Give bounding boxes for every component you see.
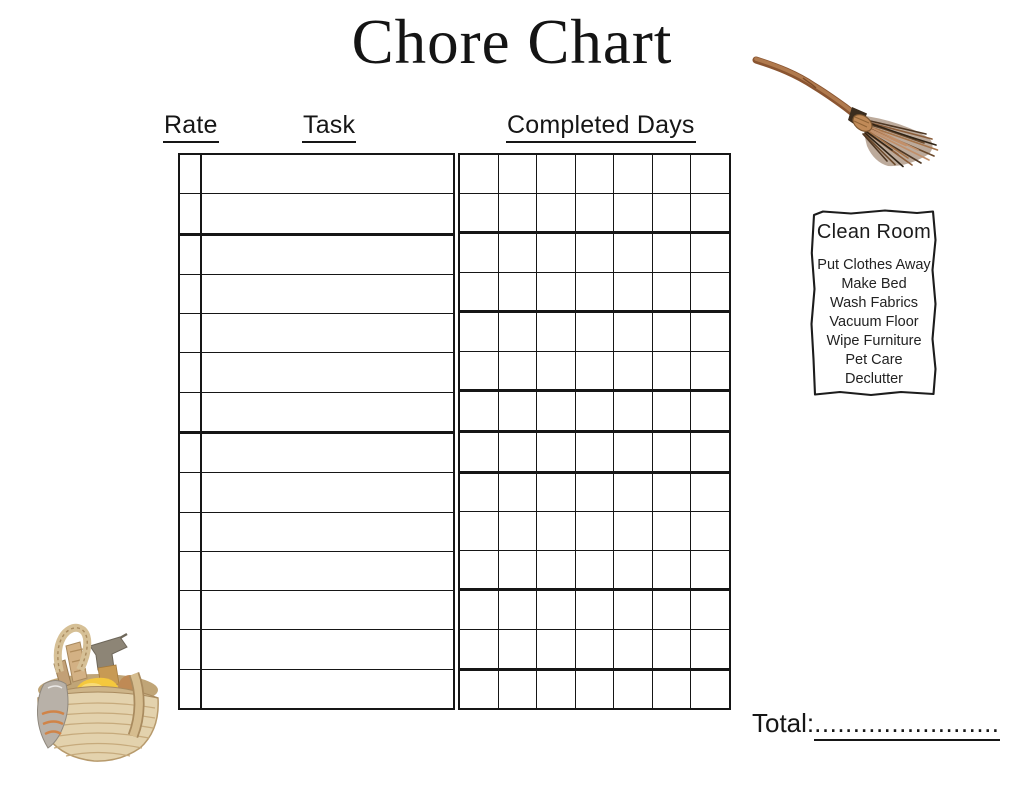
day-cell[interactable] [576, 273, 615, 311]
day-cell[interactable] [499, 313, 538, 351]
clean-room-item: Pet Care [845, 352, 903, 368]
day-cell[interactable] [653, 591, 692, 629]
task-row [180, 314, 453, 353]
day-cell[interactable] [653, 512, 692, 550]
day-cell[interactable] [614, 194, 653, 232]
clean-room-box [809, 208, 939, 398]
day-cell[interactable] [460, 433, 499, 471]
task-cell[interactable] [202, 275, 453, 313]
day-cell[interactable] [653, 671, 692, 709]
day-cell[interactable] [537, 234, 576, 272]
clean-room-item: Wash Fabrics [829, 295, 919, 311]
day-cell[interactable] [653, 234, 692, 272]
task-cell[interactable] [202, 236, 453, 274]
day-cell[interactable] [537, 155, 576, 193]
day-cell[interactable] [499, 512, 538, 550]
total-fill-in-line[interactable]: ........................ [814, 708, 999, 741]
day-cell[interactable] [576, 512, 615, 550]
day-cell[interactable] [691, 234, 729, 272]
day-cell[interactable] [460, 352, 499, 390]
rate-cell[interactable] [180, 155, 202, 193]
day-cell[interactable] [691, 671, 729, 709]
day-cell[interactable] [460, 630, 499, 668]
task-row [180, 513, 453, 552]
task-row [180, 236, 453, 275]
day-cell[interactable] [460, 155, 499, 193]
rate-cell[interactable] [180, 513, 202, 551]
day-cell[interactable] [576, 591, 615, 629]
task-row [180, 473, 453, 512]
task-cell[interactable] [202, 513, 453, 551]
days-row [460, 630, 729, 671]
day-cell[interactable] [691, 591, 729, 629]
day-cell[interactable] [537, 273, 576, 311]
task-cell[interactable] [202, 591, 453, 629]
day-cell[interactable] [537, 392, 576, 430]
task-row [180, 393, 453, 434]
day-cell[interactable] [653, 352, 692, 390]
clean-room-item: Vacuum Floor [829, 314, 919, 330]
task-row [180, 434, 453, 473]
day-cell[interactable] [614, 512, 653, 550]
task-cell[interactable] [202, 473, 453, 511]
day-cell[interactable] [691, 551, 729, 589]
task-cell[interactable] [202, 194, 453, 232]
days-row [460, 155, 729, 194]
page-title: Chore Chart [351, 7, 673, 77]
day-cell[interactable] [499, 155, 538, 193]
day-cell[interactable] [460, 551, 499, 589]
clean-room-list [809, 256, 939, 389]
day-cell[interactable] [691, 392, 729, 430]
day-cell[interactable] [499, 392, 538, 430]
day-cell[interactable] [537, 512, 576, 550]
day-cell[interactable] [614, 671, 653, 709]
day-cell[interactable] [460, 392, 499, 430]
day-cell[interactable] [614, 234, 653, 272]
day-cell[interactable] [691, 194, 729, 232]
clean-room-item: Make Bed [841, 276, 907, 292]
day-cell[interactable] [576, 474, 615, 512]
day-cell[interactable] [499, 630, 538, 668]
clean-room-item: Wipe Furniture [826, 333, 922, 349]
days-row [460, 234, 729, 273]
clean-room-item: Declutter [844, 371, 904, 387]
day-cell[interactable] [499, 194, 538, 232]
task-column-header: Task [302, 111, 356, 143]
days-row [460, 194, 729, 235]
day-cell[interactable] [499, 474, 538, 512]
day-cell[interactable] [460, 273, 499, 311]
task-row [180, 630, 453, 669]
day-cell[interactable] [653, 474, 692, 512]
rate-cell[interactable] [180, 194, 202, 232]
day-cell[interactable] [537, 591, 576, 629]
day-cell[interactable] [576, 551, 615, 589]
task-row [180, 275, 453, 314]
task-row [180, 670, 453, 708]
day-cell[interactable] [537, 313, 576, 351]
day-cell[interactable] [499, 591, 538, 629]
day-cell[interactable] [499, 234, 538, 272]
task-cell[interactable] [202, 434, 453, 472]
day-cell[interactable] [653, 155, 692, 193]
day-cell[interactable] [537, 671, 576, 709]
days-row [460, 512, 729, 551]
day-cell[interactable] [691, 273, 729, 311]
rate-cell[interactable] [180, 275, 202, 313]
rate-cell[interactable] [180, 434, 202, 472]
task-cell[interactable] [202, 552, 453, 590]
day-cell[interactable] [537, 630, 576, 668]
day-cell[interactable] [691, 630, 729, 668]
day-cell[interactable] [614, 551, 653, 589]
days-row [460, 313, 729, 352]
day-cell[interactable] [576, 352, 615, 390]
day-cell[interactable] [653, 313, 692, 351]
task-cell[interactable] [202, 353, 453, 391]
clean-room-title: Clean Room [816, 221, 932, 243]
rate-cell[interactable] [180, 630, 202, 668]
task-cell[interactable] [202, 630, 453, 668]
day-cell[interactable] [576, 313, 615, 351]
day-cell[interactable] [653, 392, 692, 430]
day-cell[interactable] [537, 352, 576, 390]
day-cell[interactable] [691, 313, 729, 351]
day-cell[interactable] [537, 194, 576, 232]
day-cell[interactable] [460, 512, 499, 550]
day-cell[interactable] [653, 273, 692, 311]
day-cell[interactable] [576, 671, 615, 709]
day-cell[interactable] [537, 433, 576, 471]
rate-cell[interactable] [180, 314, 202, 352]
day-cell[interactable] [614, 392, 653, 430]
day-cell[interactable] [499, 352, 538, 390]
rate-cell[interactable] [180, 591, 202, 629]
day-cell[interactable] [653, 551, 692, 589]
day-cell[interactable] [614, 474, 653, 512]
day-cell[interactable] [499, 273, 538, 311]
day-cell[interactable] [691, 352, 729, 390]
day-cell[interactable] [691, 155, 729, 193]
day-cell[interactable] [499, 671, 538, 709]
rate-task-table [178, 153, 455, 710]
day-cell[interactable] [614, 273, 653, 311]
task-row [180, 155, 453, 194]
day-cell[interactable] [460, 194, 499, 232]
day-cell[interactable] [576, 155, 615, 193]
day-cell[interactable] [460, 671, 499, 709]
day-cell[interactable] [614, 630, 653, 668]
day-cell[interactable] [614, 352, 653, 390]
task-row [180, 194, 453, 235]
completed-days-grid [458, 153, 731, 710]
task-cell[interactable] [202, 314, 453, 352]
rate-cell[interactable] [180, 473, 202, 511]
task-row [180, 552, 453, 591]
day-cell[interactable] [460, 474, 499, 512]
day-cell[interactable] [576, 234, 615, 272]
day-cell[interactable] [653, 194, 692, 232]
total-line [752, 708, 1000, 739]
day-cell[interactable] [537, 474, 576, 512]
broom-illustration [748, 50, 963, 172]
rate-cell[interactable] [180, 552, 202, 590]
rate-cell[interactable] [180, 353, 202, 391]
day-cell[interactable] [460, 234, 499, 272]
days-row [460, 433, 729, 474]
days-row [460, 671, 729, 709]
day-cell[interactable] [614, 591, 653, 629]
days-row [460, 352, 729, 393]
day-cell[interactable] [499, 551, 538, 589]
rate-cell[interactable] [180, 393, 202, 431]
rate-cell[interactable] [180, 670, 202, 708]
day-cell[interactable] [653, 630, 692, 668]
day-cell[interactable] [537, 551, 576, 589]
day-cell[interactable] [614, 313, 653, 351]
cleaning-basket-illustration [24, 618, 172, 768]
day-cell[interactable] [691, 433, 729, 471]
day-cell[interactable] [576, 392, 615, 430]
day-cell[interactable] [460, 313, 499, 351]
day-cell[interactable] [653, 433, 692, 471]
day-cell[interactable] [460, 591, 499, 629]
days-row [460, 273, 729, 314]
days-row [460, 474, 729, 513]
days-row [460, 591, 729, 630]
completed-days-header: Completed Days [506, 111, 696, 143]
total-label: Total: [752, 708, 815, 738]
days-row [460, 392, 729, 433]
clean-room-item: Put Clothes Away [817, 257, 931, 273]
day-cell[interactable] [614, 155, 653, 193]
rate-cell[interactable] [180, 236, 202, 274]
day-cell[interactable] [691, 512, 729, 550]
day-cell[interactable] [576, 433, 615, 471]
day-cell[interactable] [576, 194, 615, 232]
task-cell[interactable] [202, 393, 453, 431]
rate-column-header: Rate [163, 111, 219, 143]
task-cell[interactable] [202, 155, 453, 193]
task-cell[interactable] [202, 670, 453, 708]
task-row [180, 591, 453, 630]
day-cell[interactable] [614, 433, 653, 471]
day-cell[interactable] [576, 630, 615, 668]
days-row [460, 551, 729, 592]
day-cell[interactable] [499, 433, 538, 471]
day-cell[interactable] [691, 474, 729, 512]
task-row [180, 353, 453, 392]
